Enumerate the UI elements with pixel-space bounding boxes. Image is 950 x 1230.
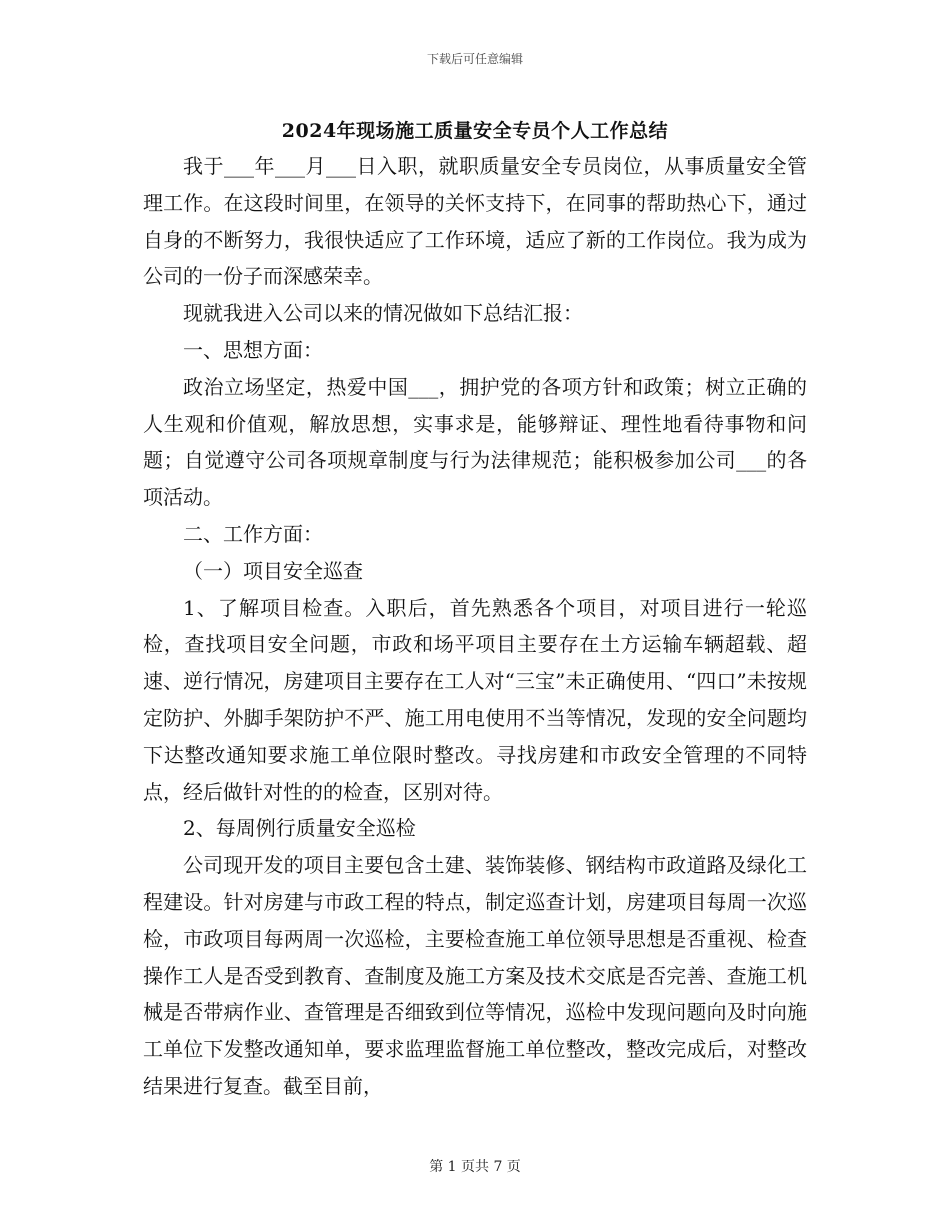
item-heading-weekly-patrol: 2、每周例行质量安全巡检 (183, 816, 416, 841)
section-heading-work: 二、工作方面： (183, 521, 323, 546)
paragraph-summary-lead: 现就我进入公司以来的情况做如下总结汇报： (183, 301, 583, 326)
document-title: 2024年现场施工质量安全专员个人工作总结 (281, 120, 669, 142)
page-header-note: 下载后可任意编辑 (426, 52, 523, 66)
paragraph-thought: 政治立场坚定，热爱中国___，拥护党的各项方针和政策；树立正确的人生观和价值观，解放思想，实事求是，能够辩证、理性地看待事物和问题；自觉遵守公司各项规章制度与行为法律规范；能积极参加公司___的各项活动。 (143, 374, 807, 510)
paragraph-intro: 我于___年___月___日入职，就职质量安全专员岗位，从事质量安全管理工作。在这段时间里，在领导的关怀支持下，在同事的帮助热心下，通过自身的不断努力，我很快适应了工作环境，适应了新的工作岗位。我为成为公司的一份子而深感荣幸。 (143, 154, 807, 289)
section-heading-thought: 一、思想方面： (183, 337, 323, 362)
paragraph-weekly-patrol: 公司现开发的项目主要包含土建、装饰装修、钢结构市政道路及绿化工程建设。针对房建与市政工程的特点，制定巡查计划，房建项目每周一次巡检，市政项目每两周一次巡检，主要检查施工单位领导思想是否重视、检查操作工人是否受到教育、查制度及施工方案及技术交底是否完善、查施工机械是否带病作业、查管理是否细致到位等情况，巡检中发现问题向及时向施工单位下发整改通知单，要求监理监督施工单位整改，整改完成后，对整改结果进行复查。截至目前， (143, 853, 807, 1098)
subsection-heading-safety-patrol: （一）项目安全巡查 (183, 558, 363, 583)
paragraph-project-inspection: 1、了解项目检查。入职后，首先熟悉各个项目，对项目进行一轮巡检，查找项目安全问题，市政和场平项目主要存在土方运输车辆超载、超速、逆行情况，房建项目主要存在工人对“三宝”未正确使用、“四口”未按规定防护、外脚手架防护不严、施工用电使用不当等情况，发现的安全问题均下达整改通知要求施工单位限时整改。寻找房建和市政安全管理的不同特点，经后做针对性的的检查，区别对待。 (143, 595, 807, 804)
document-body (143, 148, 807, 1105)
page-number: 第 1 页共 7 页 (429, 1159, 521, 1175)
